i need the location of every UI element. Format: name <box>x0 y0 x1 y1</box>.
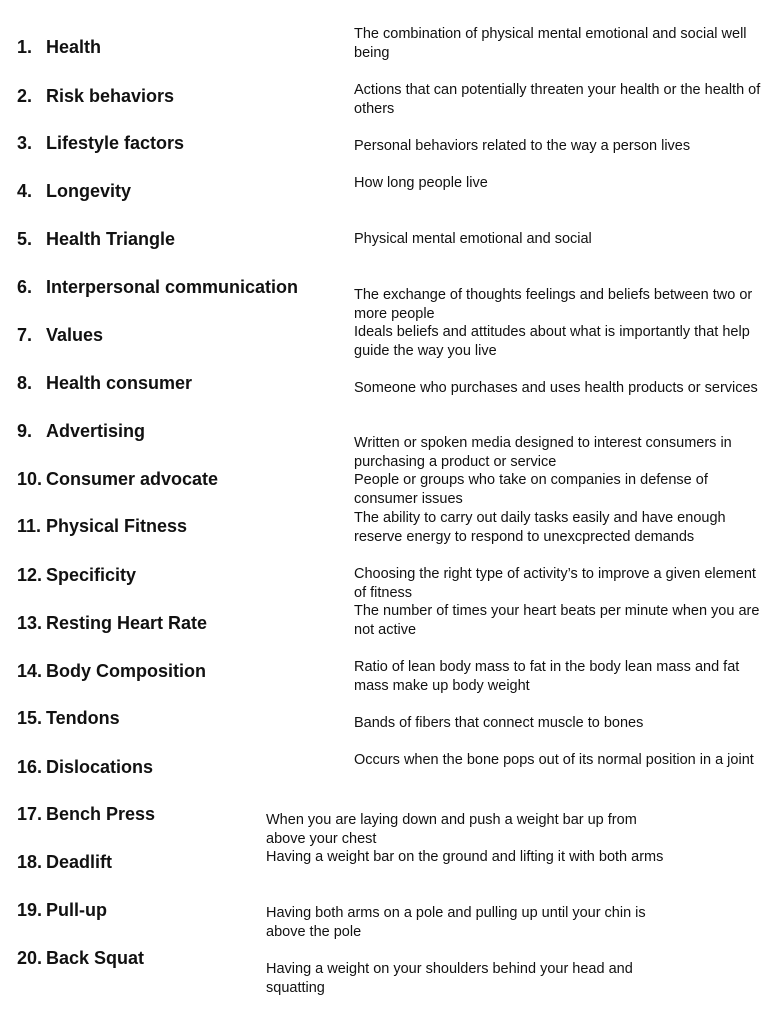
definition-text: The number of times your heart beats per minute when you are not active <box>354 603 760 638</box>
term-item <box>17 180 337 202</box>
definition-text: Someone who purchases and uses health products or services <box>354 380 758 396</box>
term-number: 11. <box>17 516 42 536</box>
term-label: Lifestyle factors <box>46 133 185 153</box>
term-label: Health consumer <box>46 373 193 393</box>
term-number: 18. <box>17 852 43 872</box>
definition-text: Ideals beliefs and attitudes about what is importantly that help guide the way you live <box>354 324 750 359</box>
definition-text: Having both arms on a pole and pulling up until your chin is above the pole <box>266 905 646 940</box>
definition-text: People or groups who take on companies in defense of consumer issues <box>354 472 708 507</box>
term-label: Risk behaviors <box>46 86 175 106</box>
term-label: Pull-up <box>46 900 107 920</box>
definition-text: Physical mental emotional and social <box>354 231 592 247</box>
term-number: 3. <box>17 133 33 153</box>
definition-text: Actions that can potentially threaten your health or the health of others <box>354 82 761 117</box>
term-number: 9. <box>17 421 33 441</box>
term-label: Consumer advocate <box>46 469 219 489</box>
term-label: Deadlift <box>46 852 113 872</box>
definition-text: Bands of fibers that connect muscle to bones <box>354 715 644 731</box>
term-label: Dislocations <box>46 757 154 777</box>
definition-text: Having a weight bar on the ground and lifting it with both arms <box>266 849 664 865</box>
term-number: 13. <box>17 613 43 633</box>
term-number: 2. <box>17 86 33 106</box>
definition-text: The exchange of thoughts feelings and beliefs between two or more people <box>354 287 753 322</box>
definition-text: Ratio of lean body mass to fat in the body lean mass and fat mass make up body weight <box>354 659 740 694</box>
term-number: 16. <box>17 757 43 777</box>
term-item <box>17 612 337 634</box>
definition-text: When you are laying down and push a weight bar up from above your chest <box>266 812 637 847</box>
term-item <box>17 276 337 298</box>
term-number: 1. <box>17 37 33 57</box>
term-number: 8. <box>17 373 33 393</box>
term-item <box>17 228 337 250</box>
term-number: 6. <box>17 277 33 297</box>
definition-text: The ability to carry out daily tasks easily and have enough reserve energy to respond to unexcprected demands <box>354 510 726 545</box>
term-item <box>17 660 337 682</box>
term-number: 17. <box>17 804 43 824</box>
term-label: Tendons <box>46 708 120 728</box>
term-label: Physical Fitness <box>46 516 188 536</box>
term-item <box>17 36 337 58</box>
term-number: 10. <box>17 469 43 489</box>
definition-text: Choosing the right type of activity’s to improve a given element of fitness <box>354 566 756 601</box>
term-label: Interpersonal communication <box>46 277 299 297</box>
term-number: 5. <box>17 229 33 249</box>
term-item <box>17 372 337 394</box>
term-item <box>17 85 337 107</box>
definition-text: Written or spoken media designed to interest consumers in purchasing a product or service <box>354 435 732 470</box>
definition-text: Occurs when the bone pops out of its normal position in a joint <box>354 752 754 768</box>
definition-text: Personal behaviors related to the way a person lives <box>354 138 691 154</box>
definition-text: How long people live <box>354 175 488 191</box>
term-item <box>17 515 337 537</box>
term-number: 20. <box>17 948 43 968</box>
term-item <box>17 468 337 490</box>
term-label: Bench Press <box>46 804 156 824</box>
term-number: 7. <box>17 325 33 345</box>
definition-text: The combination of physical mental emotional and social well being <box>354 26 747 61</box>
term-item <box>17 324 337 346</box>
term-item <box>17 132 337 154</box>
term-item <box>17 707 337 729</box>
term-label: Specificity <box>46 565 137 585</box>
term-label: Health <box>46 37 102 57</box>
term-label: Body Composition <box>46 661 206 681</box>
definition-text: Having a weight on your shoulders behind your head and squatting <box>266 961 633 996</box>
term-label: Longevity <box>46 181 132 201</box>
term-label: Health Triangle <box>46 229 176 249</box>
term-number: 15. <box>17 708 43 728</box>
term-item <box>17 564 337 586</box>
term-number: 14. <box>17 661 43 681</box>
term-number: 19. <box>17 900 43 920</box>
term-label: Advertising <box>46 421 146 441</box>
term-label: Resting Heart Rate <box>46 613 208 633</box>
term-item <box>17 756 337 778</box>
term-label: Values <box>46 325 104 345</box>
term-item <box>17 420 337 442</box>
term-label: Back Squat <box>46 948 145 968</box>
term-number: 12. <box>17 565 43 585</box>
term-number: 4. <box>17 181 33 201</box>
